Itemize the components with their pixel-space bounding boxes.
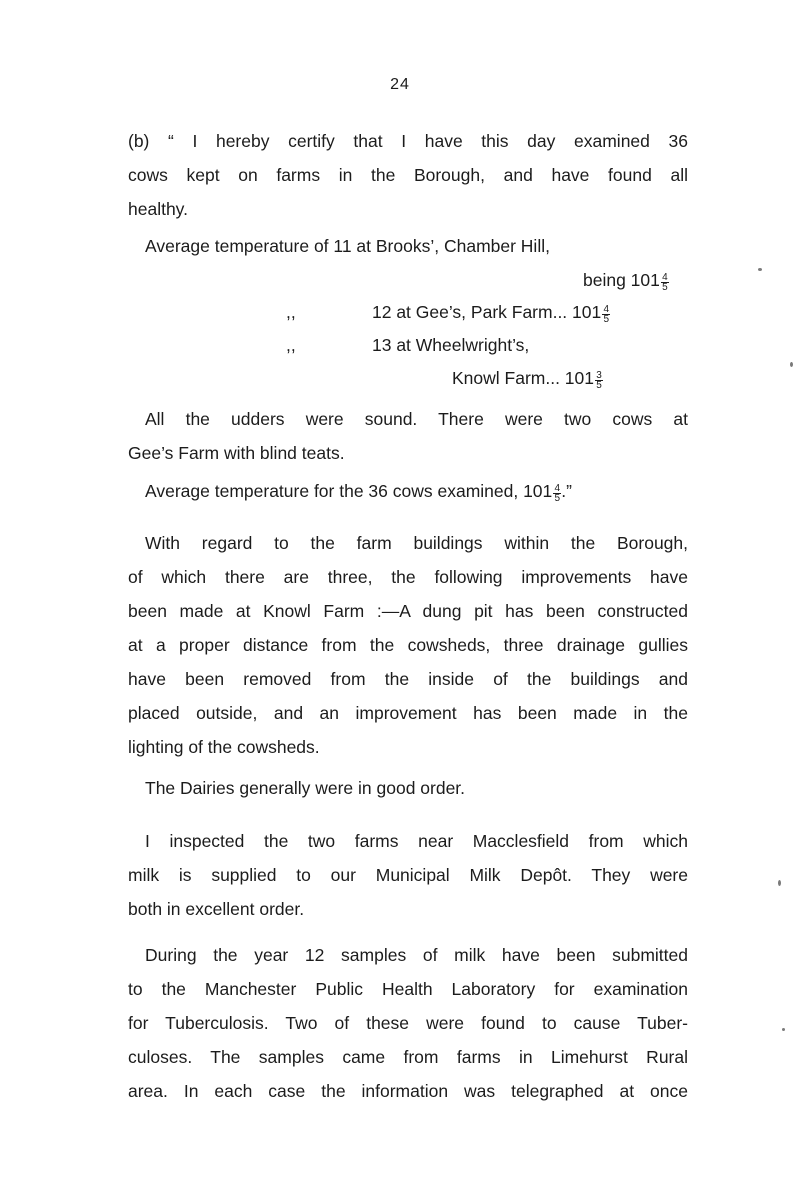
temperature-row-2 — [372, 302, 610, 323]
scan-speck — [782, 1028, 785, 1031]
fraction-denominator: 5 — [603, 314, 610, 325]
fraction-numerator: 4 — [662, 272, 668, 283]
fraction-numerator: 3 — [596, 370, 602, 381]
fraction — [595, 371, 603, 389]
text-line: have been removed from the inside of the buildings and — [128, 669, 688, 689]
text-line: Gee’s Farm with blind teats. — [128, 443, 345, 463]
text-line: All the udders were sound. There were two cows at — [145, 409, 688, 429]
ditto-mark: ,, — [286, 302, 296, 322]
temperature-row-3: 13 at Wheelwright’s, — [372, 335, 530, 355]
temperature-text: 12 at Gee’s, Park Farm... 101 — [372, 302, 602, 322]
text-line: area. In each case the information was telegraphed at once — [128, 1081, 688, 1101]
certificate-paragraph — [128, 124, 688, 226]
text-line: cows kept on farms in the Borough, and have found all — [128, 165, 688, 185]
text-line: lighting of the cowsheds. — [128, 737, 320, 757]
fraction-denominator: 5 — [596, 380, 602, 391]
text-line: placed outside, and an improvement has been made in the — [128, 703, 688, 723]
macclesfield-paragraph — [128, 824, 688, 926]
fraction-denominator: 5 — [554, 493, 561, 504]
text-line: to the Manchester Public Health Laboratory for examination — [128, 979, 688, 999]
text-line: for Tuberculosis. Two of these were found to cause Tuber- — [128, 1013, 688, 1033]
text-line: (b) “ I hereby certify that I have this day examined 36 — [128, 131, 688, 151]
fraction-denominator: 5 — [662, 282, 668, 293]
temperature-text: Knowl Farm... 101 — [452, 368, 594, 388]
farm-buildings-paragraph — [128, 526, 688, 764]
scan-speck — [778, 880, 781, 886]
text-line: milk is supplied to our Municipal Milk Depôt. They were — [128, 865, 688, 885]
samples-paragraph — [128, 938, 688, 1108]
fraction — [602, 305, 610, 323]
fraction-numerator: 4 — [554, 483, 561, 494]
closing-quote: .” — [561, 481, 572, 501]
text-line: culoses. The samples came from farms in Limehurst Rural — [128, 1047, 688, 1067]
text-line: of which there are three, the following improvements have — [128, 567, 688, 587]
text-line: During the year 12 samples of milk have been submitted — [145, 945, 688, 965]
temperature-row-3b — [452, 368, 603, 389]
temperature-intro: Average temperature of 11 at Brooks’, Chamber Hill, — [145, 236, 550, 256]
ditto-mark: ,, — [286, 335, 296, 355]
fraction — [553, 484, 561, 502]
page-number: 24 — [390, 76, 410, 93]
average-text: Average temperature for the 36 cows examined, 101 — [145, 481, 553, 501]
average-temperature — [145, 481, 572, 502]
fraction — [661, 273, 669, 291]
text-line: With regard to the farm buildings within the Borough, — [145, 533, 688, 553]
temperature-value: being 101 — [583, 270, 660, 290]
text-line: I inspected the two farms near Macclesfield from which — [145, 831, 688, 851]
text-line: both in excellent order. — [128, 899, 305, 919]
text-line: healthy. — [128, 199, 188, 219]
scan-speck — [758, 268, 762, 271]
fraction-numerator: 4 — [603, 304, 610, 315]
udders-paragraph — [128, 402, 688, 470]
scan-speck — [790, 362, 793, 367]
text-line: at a proper distance from the cowsheds, three drainage gullies — [128, 635, 688, 655]
temperature-row-1 — [583, 270, 669, 291]
text-line: been made at Knowl Farm :—A dung pit has been constructed — [128, 601, 688, 621]
dairies-sentence: The Dairies generally were in good order. — [145, 778, 466, 798]
